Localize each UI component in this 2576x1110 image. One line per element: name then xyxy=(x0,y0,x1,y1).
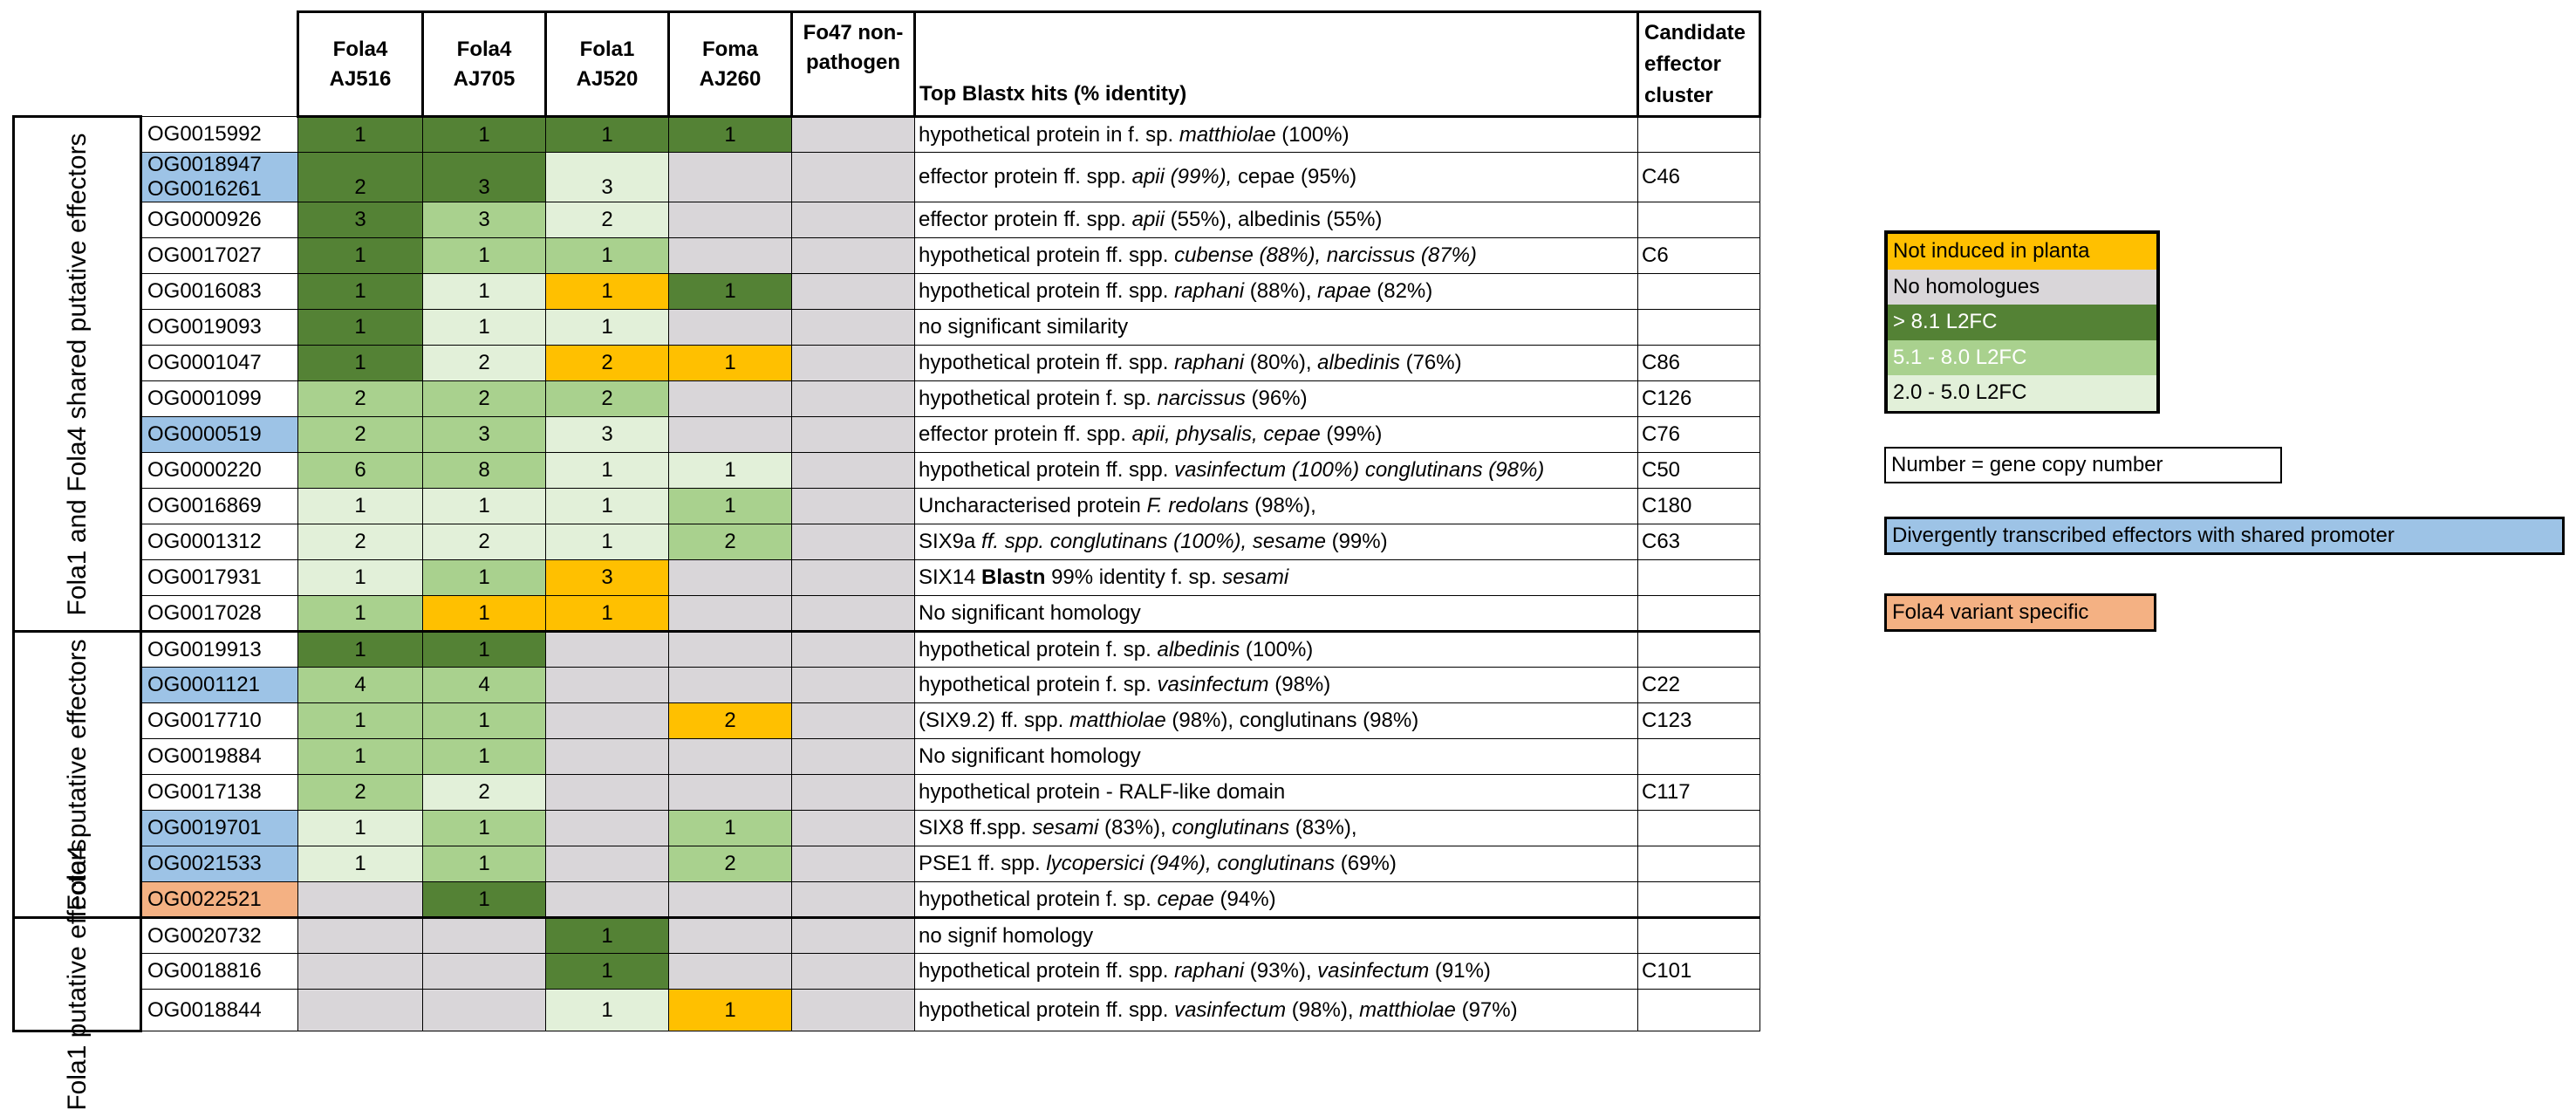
expression-cell xyxy=(792,882,915,918)
expression-cell: 1 xyxy=(423,739,546,775)
table-row xyxy=(14,381,1760,417)
expression-cell xyxy=(423,918,546,954)
expression-cell xyxy=(298,882,423,918)
gene-id: OG0022521 xyxy=(141,882,298,918)
expression-cell xyxy=(792,918,915,954)
expression-cell: 3 xyxy=(423,417,546,453)
gene-id: OG0000220 xyxy=(141,453,298,489)
expression-cell xyxy=(792,668,915,703)
blast-hit: No significant homology xyxy=(915,739,1638,775)
expression-cell: 1 xyxy=(546,918,669,954)
table-row xyxy=(14,560,1760,596)
group-label-cell xyxy=(14,838,141,1110)
cluster-id: C126 xyxy=(1638,381,1760,417)
legend-divergent: Divergently transcribed effectors with shared promoter xyxy=(1884,517,2565,555)
expression-cell: 1 xyxy=(423,811,546,846)
expression-cell: 2 xyxy=(423,381,546,417)
expression-cell: 2 xyxy=(546,346,669,381)
cluster-id: C180 xyxy=(1638,489,1760,524)
group-label: Fola4 putative effectors xyxy=(62,638,92,911)
gene-id: OG0017027 xyxy=(141,238,298,274)
expression-cell: 3 xyxy=(546,560,669,596)
blast-hit: hypothetical protein ff. spp. raphani (80%), albedinis (76%) xyxy=(915,346,1638,381)
cluster-id xyxy=(1638,560,1760,596)
expression-cell: 1 xyxy=(546,990,669,1031)
blast-hit: no significant similarity xyxy=(915,310,1638,346)
expression-cell: 1 xyxy=(546,524,669,560)
expression-cell xyxy=(792,453,915,489)
expression-cell: 1 xyxy=(423,489,546,524)
gene-id: OG0000519 xyxy=(141,417,298,453)
expression-cell xyxy=(792,274,915,310)
cluster-id xyxy=(1638,310,1760,346)
blast-hit: effector protein ff. spp. apii (99%), cepae (95%) xyxy=(915,153,1638,202)
table-row xyxy=(14,703,1760,739)
expression-cell: 1 xyxy=(423,703,546,739)
table-row xyxy=(14,990,1760,1031)
cluster-id: C86 xyxy=(1638,346,1760,381)
expression-cell: 3 xyxy=(546,153,669,202)
expression-cell: 2 xyxy=(298,153,423,202)
header-row xyxy=(14,12,1760,117)
cluster-id xyxy=(1638,274,1760,310)
expression-cell: 1 xyxy=(298,596,423,632)
expression-cell: 1 xyxy=(298,274,423,310)
expression-cell: 2 xyxy=(423,346,546,381)
blast-hit: SIX9a ff. spp. conglutinans (100%), sesame (99%) xyxy=(915,524,1638,560)
expression-cell: 1 xyxy=(546,954,669,990)
cluster-id xyxy=(1638,202,1760,238)
gene-id: OG0015992 xyxy=(141,117,298,153)
expression-cell: 1 xyxy=(546,310,669,346)
expression-cell: 1 xyxy=(423,882,546,918)
gene-id: OG0001121 xyxy=(141,668,298,703)
table-row xyxy=(14,918,1760,954)
gene-id: OG0018816 xyxy=(141,954,298,990)
expression-cell: 6 xyxy=(298,453,423,489)
col-header-blast: Top Blastx hits (% identity) xyxy=(915,12,1638,117)
expression-cell: 2 xyxy=(669,524,792,560)
expression-cell: 2 xyxy=(298,524,423,560)
expression-cell xyxy=(669,238,792,274)
table-row xyxy=(14,846,1760,882)
col-header-fola4-aj516: Fola4 AJ516 xyxy=(298,12,423,117)
table-row xyxy=(14,524,1760,560)
cluster-id: C63 xyxy=(1638,524,1760,560)
blank-cell xyxy=(14,12,141,117)
expression-cell: 2 xyxy=(298,381,423,417)
expression-cell xyxy=(669,310,792,346)
expression-cell xyxy=(792,238,915,274)
expression-cell xyxy=(669,417,792,453)
copy-number-note: Number = gene copy number xyxy=(1884,447,2282,483)
legend-not-induced: Not induced in planta xyxy=(1888,234,2156,270)
expression-cell: 3 xyxy=(423,202,546,238)
expression-cell: 1 xyxy=(298,238,423,274)
cluster-id xyxy=(1638,990,1760,1031)
col-header-fola1-aj520: Fola1 AJ520 xyxy=(546,12,669,117)
expression-cell: 8 xyxy=(423,453,546,489)
expression-cell xyxy=(792,990,915,1031)
expression-cell xyxy=(792,560,915,596)
expression-cell: 1 xyxy=(546,117,669,153)
expression-cell xyxy=(792,524,915,560)
expression-cell xyxy=(298,954,423,990)
cluster-id xyxy=(1638,632,1760,668)
cluster-id xyxy=(1638,596,1760,632)
expression-cell xyxy=(669,202,792,238)
gene-id: OG0001047 xyxy=(141,346,298,381)
table-row xyxy=(14,596,1760,632)
expression-cell xyxy=(792,346,915,381)
expression-cell xyxy=(669,632,792,668)
expression-cell: 1 xyxy=(423,596,546,632)
legend-mid: 5.1 - 8.0 L2FC xyxy=(1888,340,2156,376)
col-header-fola4-aj705: Fola4 AJ705 xyxy=(423,12,546,117)
expression-cell: 1 xyxy=(423,238,546,274)
blast-hit: hypothetical protein f. sp. albedinis (100%) xyxy=(915,632,1638,668)
legend-no-homologues: No homologues xyxy=(1888,270,2156,305)
expression-cell: 1 xyxy=(298,739,423,775)
blast-hit: hypothetical protein ff. spp. vasinfectum (98%), matthiolae (97%) xyxy=(915,990,1638,1031)
gene-id: OG0016083 xyxy=(141,274,298,310)
expression-cell xyxy=(669,954,792,990)
group-label: Fola1 putative effectors xyxy=(62,838,92,1110)
expression-cell: 2 xyxy=(298,775,423,811)
cluster-id xyxy=(1638,882,1760,918)
expression-cell xyxy=(792,153,915,202)
cluster-id xyxy=(1638,117,1760,153)
expression-cell: 1 xyxy=(298,703,423,739)
table-row xyxy=(14,739,1760,775)
expression-cell xyxy=(792,846,915,882)
blast-hit: SIX8 ff.spp. sesami (83%), conglutinans (83%), xyxy=(915,811,1638,846)
expression-cell xyxy=(792,703,915,739)
table-row xyxy=(14,274,1760,310)
expression-cell xyxy=(423,954,546,990)
expression-cell xyxy=(669,775,792,811)
expression-cell: 1 xyxy=(298,560,423,596)
blast-hit: hypothetical protein - RALF-like domain xyxy=(915,775,1638,811)
blast-hit: hypothetical protein ff. spp. raphani (88%), rapae (82%) xyxy=(915,274,1638,310)
expression-cell: 1 xyxy=(298,489,423,524)
expression-cell: 1 xyxy=(298,346,423,381)
gene-id: OG0017138 xyxy=(141,775,298,811)
expression-cell xyxy=(546,632,669,668)
legend-variant: Fola4 variant specific xyxy=(1884,593,2156,632)
table-row xyxy=(14,238,1760,274)
cluster-id: C50 xyxy=(1638,453,1760,489)
cluster-id: C76 xyxy=(1638,417,1760,453)
expression-cell xyxy=(792,739,915,775)
table-row xyxy=(14,668,1760,703)
expression-cell xyxy=(792,202,915,238)
gene-id: OG0019884 xyxy=(141,739,298,775)
cluster-id xyxy=(1638,918,1760,954)
expression-cell: 1 xyxy=(298,632,423,668)
expression-cell xyxy=(669,381,792,417)
gene-id: OG0000926 xyxy=(141,202,298,238)
expression-cell: 2 xyxy=(298,417,423,453)
expression-cell: 1 xyxy=(298,811,423,846)
blast-hit: hypothetical protein ff. spp. vasinfectum (100%) conglutinans (98%) xyxy=(915,453,1638,489)
expression-cell xyxy=(298,918,423,954)
expression-cell xyxy=(792,489,915,524)
blast-hit: SIX14 Blastn 99% identity f. sp. sesami xyxy=(915,560,1638,596)
table-row xyxy=(14,954,1760,990)
table-row xyxy=(14,346,1760,381)
expression-cell xyxy=(546,775,669,811)
cluster-id: C101 xyxy=(1638,954,1760,990)
expression-cell: 2 xyxy=(669,846,792,882)
expression-cell: 1 xyxy=(546,453,669,489)
expression-cell xyxy=(792,775,915,811)
table-row xyxy=(14,632,1760,668)
expression-cell xyxy=(792,954,915,990)
expression-cell: 2 xyxy=(546,381,669,417)
table-row xyxy=(14,453,1760,489)
gene-id: OG0016869 xyxy=(141,489,298,524)
expression-cell xyxy=(546,703,669,739)
table-row xyxy=(14,310,1760,346)
expression-cell xyxy=(669,153,792,202)
blast-hit: hypothetical protein ff. spp. raphani (93%), vasinfectum (91%) xyxy=(915,954,1638,990)
table-row xyxy=(14,775,1760,811)
expression-cell xyxy=(792,417,915,453)
expression-cell: 1 xyxy=(669,274,792,310)
expression-cell: 1 xyxy=(669,346,792,381)
expression-cell: 1 xyxy=(423,560,546,596)
gene-id: OG0017028 xyxy=(141,596,298,632)
gene-id: OG0001312 xyxy=(141,524,298,560)
expression-cell: 1 xyxy=(298,117,423,153)
expression-cell: 1 xyxy=(669,990,792,1031)
expression-cell: 1 xyxy=(423,632,546,668)
cluster-id: C22 xyxy=(1638,668,1760,703)
blast-hit: hypothetical protein f. sp. vasinfectum (98%) xyxy=(915,668,1638,703)
expression-cell: 1 xyxy=(423,274,546,310)
expression-cell xyxy=(669,560,792,596)
gene-id: OG0018947 OG0016261 xyxy=(141,153,298,202)
expression-cell xyxy=(669,668,792,703)
expression-cell: 1 xyxy=(546,238,669,274)
gene-id: OG0019093 xyxy=(141,310,298,346)
blank-cell xyxy=(141,12,298,117)
gene-id: OG0001099 xyxy=(141,381,298,417)
expression-cell: 4 xyxy=(298,668,423,703)
cluster-id xyxy=(1638,739,1760,775)
cluster-id: C117 xyxy=(1638,775,1760,811)
cluster-id: C6 xyxy=(1638,238,1760,274)
table-row xyxy=(14,202,1760,238)
blast-hit: hypothetical protein in f. sp. matthiolae (100%) xyxy=(915,117,1638,153)
expression-cell xyxy=(792,117,915,153)
table-row xyxy=(14,811,1760,846)
blast-hit: PSE1 ff. spp. lycopersici (94%), conglutinans (69%) xyxy=(915,846,1638,882)
expression-cell: 1 xyxy=(423,846,546,882)
expression-cell xyxy=(669,918,792,954)
expression-cell: 1 xyxy=(546,274,669,310)
expression-cell: 2 xyxy=(423,775,546,811)
blast-hit: hypothetical protein f. sp. cepae (94%) xyxy=(915,882,1638,918)
expression-cell: 1 xyxy=(298,310,423,346)
expression-cell: 1 xyxy=(423,310,546,346)
blast-hit: effector protein ff. spp. apii (55%), albedinis (55%) xyxy=(915,202,1638,238)
expression-cell xyxy=(669,739,792,775)
gene-id: OG0019701 xyxy=(141,811,298,846)
blast-hit: hypothetical protein f. sp. narcissus (96%) xyxy=(915,381,1638,417)
gene-id: OG0018844 xyxy=(141,990,298,1031)
gene-id: OG0020732 xyxy=(141,918,298,954)
expression-cell xyxy=(792,632,915,668)
group-label: Fola1 and Fola4 shared putative effectors xyxy=(62,132,92,616)
gene-id: OG0019913 xyxy=(141,632,298,668)
group-label-cell xyxy=(14,117,141,632)
effector-table xyxy=(12,10,1761,1110)
blast-hit: No significant homology xyxy=(915,596,1638,632)
gene-id: OG0017710 xyxy=(141,703,298,739)
expression-cell: 3 xyxy=(423,153,546,202)
expression-cell xyxy=(792,381,915,417)
cluster-id: C123 xyxy=(1638,703,1760,739)
table-row xyxy=(14,117,1760,153)
legend-low: 2.0 - 5.0 L2FC xyxy=(1888,375,2156,411)
blast-hit: effector protein ff. spp. apii, physalis, cepae (99%) xyxy=(915,417,1638,453)
expression-cell xyxy=(546,846,669,882)
expression-cell xyxy=(792,596,915,632)
expression-cell xyxy=(546,668,669,703)
expression-cell: 2 xyxy=(669,703,792,739)
gene-id: OG0017931 xyxy=(141,560,298,596)
cluster-id: C46 xyxy=(1638,153,1760,202)
blast-hit: (SIX9.2) ff. spp. matthiolae (98%), conglutinans (98%) xyxy=(915,703,1638,739)
expression-cell xyxy=(298,990,423,1031)
cluster-id xyxy=(1638,846,1760,882)
expression-cell: 3 xyxy=(546,417,669,453)
table-row xyxy=(14,489,1760,524)
col-header-cluster: Candidate effector cluster xyxy=(1638,12,1760,117)
cluster-id xyxy=(1638,811,1760,846)
col-header-foma-aj260: Foma AJ260 xyxy=(669,12,792,117)
expression-cell xyxy=(546,811,669,846)
expression-cell: 1 xyxy=(423,117,546,153)
table-row xyxy=(14,882,1760,918)
expression-cell xyxy=(423,990,546,1031)
expression-cell xyxy=(546,739,669,775)
expression-cell xyxy=(669,882,792,918)
expression-cell: 4 xyxy=(423,668,546,703)
table-row xyxy=(14,153,1760,202)
color-legend xyxy=(1884,230,2160,414)
expression-cell: 1 xyxy=(669,117,792,153)
expression-cell xyxy=(792,811,915,846)
expression-cell: 1 xyxy=(298,846,423,882)
blast-hit: Uncharacterised protein F. redolans (98%), xyxy=(915,489,1638,524)
table-row xyxy=(14,417,1760,453)
legend-high: > 8.1 L2FC xyxy=(1888,305,2156,340)
expression-cell: 2 xyxy=(546,202,669,238)
expression-cell: 1 xyxy=(669,489,792,524)
expression-cell: 1 xyxy=(669,811,792,846)
blast-hit: hypothetical protein ff. spp. cubense (88%), narcissus (87%) xyxy=(915,238,1638,274)
expression-cell: 1 xyxy=(546,596,669,632)
blast-hit: no signif homology xyxy=(915,918,1638,954)
expression-cell xyxy=(546,882,669,918)
col-header-fo47: Fo47 non-pathogen xyxy=(792,12,915,117)
gene-id: OG0021533 xyxy=(141,846,298,882)
expression-cell: 3 xyxy=(298,202,423,238)
expression-cell xyxy=(669,596,792,632)
expression-cell: 1 xyxy=(669,453,792,489)
expression-cell: 1 xyxy=(546,489,669,524)
expression-cell xyxy=(792,310,915,346)
expression-cell: 2 xyxy=(423,524,546,560)
